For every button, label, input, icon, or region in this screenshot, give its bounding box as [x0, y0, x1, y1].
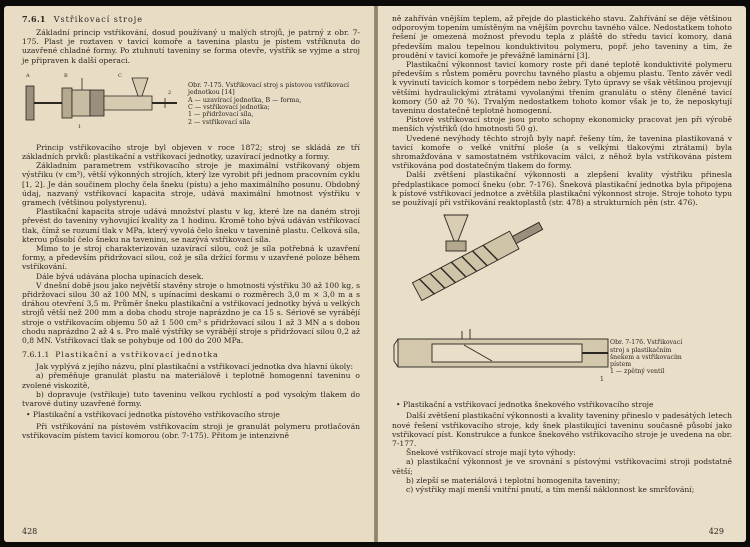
figure-7-176: [392, 211, 732, 397]
paragraph: Šnekové vstřikovací stroje mají tyto výhody:: [406, 448, 576, 458]
paragraph: V dnešní době jsou jako největší stavěny stroje o hmotnosti výstřiku 30 až 100 kg, s přidržovací silou 30 až 100 MN, s upínacími deskami o rozměrech 3,0 m × 3,0 m a s dráhou otevření 3,5 m. Průměr šneku plastikační a vstřikovací jednotky bývá u velkých strojů větší než 200 mm a doba chodu stroje naprázdno je ca 15 s. Sériově se vyrábějí stroje o vstřikovacím objemu 50 až 1 500 cm³ s přidržovací silou 1 až 3 MN a s dobou chodu naprázdno 2 až 4 s. Pro malé výstřiky se vyrábějí stroje s přidržovací silou 0,2 až 0,8 MN. Vstřikovací tlak se pohybuje od 100 do 200 MPa.: [22, 280, 360, 346]
bullet-heading: • Plastikační a vstřikovací jednotka pístového vstřikovacího stroje: [26, 410, 280, 420]
paragraph: ně zahříván vnějším teplem, až přejde do plastického stavu. Zahřívání se děje většinou odporovým topením umístěným na vnějším povrchu tavného válce. Nedostatkem tohoto řešení je omezená možnost převodu tepla z pláště do středu tavicí komory, daná především malou tepelnou konduktivitou polymeru, popř. jeho taveniny a tím, že proudění v tavicí komoře je převážně laminární [3].: [392, 14, 732, 60]
caption-line: A — uzavírací jednotka, B — forma,: [188, 96, 302, 104]
bullet-heading: • Plastikační a vstřikovací jednotka šnekového vstřikovacího stroje: [396, 400, 654, 410]
caption-line: Obr. 7-175. Vstřikovací stroj s pístovou vstřikovací jednotkou [14]: [188, 81, 350, 97]
injection-machine-piston-diagram: [22, 68, 182, 138]
left-page: [4, 6, 374, 542]
paragraph: Uvedené nevýhody těchto strojů byly např. řešeny tím, že tavenina plastikovaná v tavicí komoře o velké vnitřní ploše (a s velkými tlakovými ztrátami) byla shromažďována v samostatném vstřikovacím válci, z něhož byla vstřikována pístem vstřikována pod dostatečným tlakem do formy.: [392, 133, 732, 171]
figure-label-c: C: [118, 72, 122, 79]
right-page: [378, 6, 746, 542]
figure-label-b: B: [64, 72, 68, 79]
paragraph: Základním parametrem vstřikovacího stroje je maximální vstřikovaný objem výstřiku (v cm³), větší výkonných strojích, který lze vyrobit při jednom pracovním cyklu [1, 2]. Je dán součinem plochy čela šneku (pístu) a jeho maximálního posunu. Obdobný údaj, nazvaný vstřikovací kapacita stroje, udává maximální hmotnost výstřiku v gramech (většinou polystyrenu).: [22, 161, 360, 208]
list-item: a) plastikační výkonnost je ve srovnání s pístovými vstřikovacími stroji podstatně větší;: [392, 457, 732, 476]
subsection-heading: [22, 350, 360, 359]
page-number: 428: [22, 527, 38, 536]
figure-label-a: A: [26, 72, 30, 79]
list-item: c) výstřiky mají menší vnitřní pnutí, a tím menší náklonnost ke smršťování;: [406, 485, 695, 495]
figure-caption: [188, 82, 358, 138]
section-number: 7.6.1: [22, 14, 46, 24]
list-item: b) dopravuje (vstřikuje) tuto taveninu velkou rychlostí a pod vysokým tlakem do tvarové dutiny uzavřené formy.: [22, 389, 360, 409]
figure-caption: [610, 339, 730, 375]
paragraph: Jak vyplývá z jejího názvu, plní plastikační a vstřikovací jednotka dva hlavní úkoly:: [36, 362, 354, 372]
paragraph: Dále bývá udávána plocha upínacích desek.: [36, 271, 204, 281]
paragraph: Princip vstřikovacího stroje byl objeven v roce 1872; stroj se skládá ze tří základních prvků: plastikační a vstřikovací jednotky, uzavírací jednotky a formy.: [22, 142, 360, 162]
section-heading: [22, 14, 360, 24]
caption-line: Obr. 7-176. Vstřikovací: [610, 339, 683, 347]
figure-label-1: 1: [600, 376, 604, 384]
caption-line: 1 — zpětný ventil: [610, 368, 665, 376]
paragraph: Při vstřikování na pístovém vstřikovacím stroji je granulát polymeru protlačován vstřikovacím pístem tavicí komorou (obr. 7-175). Přitom je intenzivně: [22, 421, 360, 440]
paragraph: Další zvětšení plastikační výkonnosti a zlepšení kvality výstřiku přinesla předplastikace pomocí šneku (obr. 7-176). Šneková plastikační jednotka byla připojena k pístové vstřikovací jednotce a zvětšila plastikační výkonnost stroje. Stroje tohoto typu se používají při vstřikování reaktoplastů (str. 478) a strukturních pěn (str. 476).: [392, 170, 732, 208]
caption-line: pístem: [610, 361, 632, 369]
caption-line: C — vstřikovací jednotka;: [188, 104, 270, 112]
page-number: 429: [708, 527, 724, 536]
paragraph: Mimo to je stroj charakterizován uzavírací silou, což je síla potřebná k uzavření formy, a především přidržovací silou, což je síla držící formu v uzavřené poloze během vstřikování.: [22, 244, 360, 272]
caption-line: stroj s plastikačním: [610, 346, 672, 354]
caption-line: 2 — vstřikovací síla: [188, 118, 251, 126]
subsection-number: 7.6.1.1: [22, 350, 50, 360]
list-item: b) zlepší se materiálová i teplotní homogenita taveniny;: [406, 475, 621, 485]
figure-label-1: 1: [78, 123, 82, 130]
paragraph: Pístové vstřikovací stroje jsou proto schopny ekonomicky pracovat jen při výrobě menších výstřiků (do hmotnosti 50 g).: [392, 115, 732, 134]
figure-7-175: [22, 68, 360, 138]
paragraph: Plastikační kapacita stroje udává množství plastu v kg, které lze na daném stroji převést do taveniny vyhovující kvality za 1 hodinu. Kromě toho bývá udáván vstřikovací tlak, čímž se rozumí tlak v MPa, který vyvolá čelo šneku v tavenině plastu. Celková síla, kterou působí čelo šneku na taveninu, se nazývá vstřikovací síla.: [22, 207, 360, 244]
caption-line: šnekem a vstřikovacím: [610, 353, 682, 361]
subsection-title: Plastikační a vstřikovací jednotka: [55, 350, 219, 360]
paragraph: Základní princip vstřikování, dosud používaný u malých strojů, je patrný z obr. 7-175. Plast je roztaven v tavicí komoře a tavenina plastu je pístem vstříknuta do uzavřené chladné formy. Po ztuhnutí taveniny se forma otevře, výstřik se vyjme a stroj je připraven k další operaci.: [22, 28, 360, 65]
list-item: a) přeměňuje granulát plastu na materiálově i teplotně homogenní taveninu o zvolené viskozitě,: [22, 371, 360, 390]
paragraph: Další zvětšení plastikační výkonnosti a kvality taveniny přineslo v padesátých letech nové řešení vstřikovacího stroje, kdy šnek plastikující taveninu současně působí jako vstřikovací píst. Konstrukce a funkce šnekového vstřikovacího stroje je uvedena na obr. 7-177.: [392, 411, 732, 449]
figure-label-2: 2: [168, 89, 172, 96]
caption-line: 1 — přidržovací síla,: [188, 111, 254, 119]
paragraph: Plastikační výkonnost tavicí komory roste při dané teplotě konduktivité polymeru především s růstem poměru povrchu tavného plastu a objemu plastu. Tento závěr vedl k vyvinutí tavicích komor s torpédem nebo žebry. Tyto úpravy se však většinou projevují většími hydraulickými ztrátami vyvolanými třením granulátu o stěny členěné tavicí komory (50 až 70 %). Trvalým nedostatkem tohoto komor však je to, že neposkytují taveninu dostatečně teplotně homogenní.: [392, 60, 732, 116]
section-title: Vstřikovací stroje: [53, 15, 143, 24]
